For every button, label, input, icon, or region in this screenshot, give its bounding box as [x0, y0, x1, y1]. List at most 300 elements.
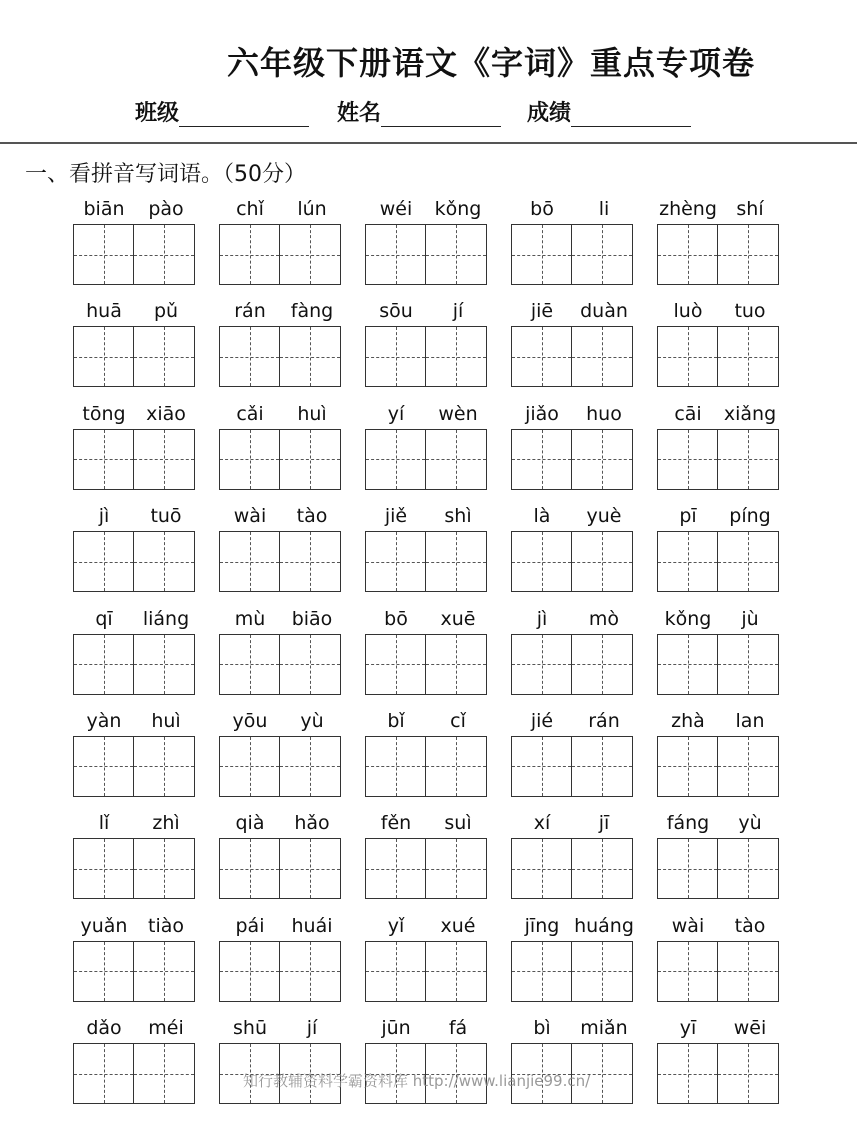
pinyin-label: [511, 401, 635, 429]
pinyin-label: [219, 708, 343, 736]
tianzige-box[interactable]: [572, 736, 633, 797]
tianzige-pair: [73, 429, 197, 490]
tianzige-box[interactable]: [426, 634, 487, 695]
pinyin-syllable: biān: [83, 198, 125, 220]
tianzige-box[interactable]: [134, 1043, 195, 1104]
pinyin-label: [73, 1015, 197, 1043]
pinyin-syllable: fáng: [666, 812, 710, 835]
pinyin-syllable: pái: [235, 914, 265, 937]
tianzige-box[interactable]: [280, 634, 341, 695]
tianzige-box[interactable]: [73, 634, 134, 695]
tianzige-pair: [511, 838, 635, 899]
tianzige-box[interactable]: [426, 736, 487, 797]
pinyin-syllable: bō: [384, 607, 408, 630]
tianzige-box[interactable]: [426, 531, 487, 592]
pinyin-label: [511, 503, 635, 531]
tianzige-pair: [365, 224, 489, 285]
pinyin-syllable: xuē: [440, 607, 476, 630]
pinyin-label: [73, 606, 197, 634]
class-field[interactable]: [179, 100, 309, 127]
pinyin-label: [73, 913, 197, 941]
pinyin-label: [365, 1015, 489, 1043]
pinyin-syllable: pǔ: [153, 300, 179, 323]
tianzige-box[interactable]: [572, 326, 633, 387]
tianzige-box[interactable]: [73, 531, 134, 592]
pinyin-syllable: méi: [148, 1017, 184, 1040]
tianzige-pair: [219, 736, 343, 797]
tianzige-box[interactable]: [365, 736, 426, 797]
tianzige-box[interactable]: [134, 429, 195, 490]
tianzige-box[interactable]: [280, 838, 341, 899]
word-item: [511, 606, 635, 695]
tianzige-pair: [219, 326, 343, 387]
pinyin-label: [365, 708, 489, 736]
tianzige-pair: [511, 326, 635, 387]
pinyin-syllable: biāo: [291, 607, 333, 630]
tianzige-box[interactable]: [572, 941, 633, 1002]
tianzige-box[interactable]: [134, 736, 195, 797]
word-item: [365, 606, 489, 695]
pinyin-label: [365, 503, 489, 531]
pinyin-syllable: zhèng: [659, 198, 717, 220]
pinyin-syllable: huā: [86, 300, 122, 323]
tianzige-pair: [73, 531, 197, 592]
word-item: [365, 810, 489, 899]
tianzige-box[interactable]: [572, 224, 633, 285]
word-item: [657, 298, 781, 387]
tianzige-box[interactable]: [280, 941, 341, 1002]
pinyin-label: [657, 606, 781, 634]
class-label: 班级: [135, 100, 180, 126]
tianzige-pair: [73, 838, 197, 899]
word-item: [73, 606, 197, 695]
pinyin-syllable: yī: [679, 1017, 697, 1040]
word-item: [511, 196, 635, 285]
tianzige-pair: [365, 736, 489, 797]
tianzige-pair: [73, 224, 197, 285]
pinyin-syllable: qī: [95, 607, 113, 630]
tianzige-box[interactable]: [572, 634, 633, 695]
pinyin-syllable: duàn: [580, 300, 628, 323]
word-item: [365, 298, 489, 387]
tianzige-box[interactable]: [219, 941, 280, 1002]
tianzige-box[interactable]: [426, 224, 487, 285]
pinyin-label: [219, 913, 343, 941]
pinyin-syllable: liáng: [142, 607, 190, 630]
pinyin-syllable: lún: [297, 198, 327, 220]
pinyin-syllable: shí: [736, 198, 764, 220]
tianzige-box[interactable]: [73, 224, 134, 285]
pinyin-syllable: yù: [300, 709, 324, 732]
student-info-line: [135, 96, 691, 127]
tianzige-box[interactable]: [511, 941, 572, 1002]
tianzige-pair: [365, 531, 489, 592]
pinyin-syllable: xí: [533, 812, 551, 835]
pinyin-syllable: jì: [98, 505, 110, 528]
pinyin-label: [73, 708, 197, 736]
pinyin-syllable: jù: [741, 607, 759, 630]
pinyin-syllable: cǐ: [450, 709, 466, 732]
tianzige-pair: [511, 736, 635, 797]
tianzige-box[interactable]: [280, 224, 341, 285]
tianzige-pair: [219, 429, 343, 490]
pinyin-syllable: yōu: [232, 709, 268, 732]
word-item: [657, 913, 781, 1002]
tianzige-box[interactable]: [219, 634, 280, 695]
tianzige-pair: [73, 634, 197, 695]
pinyin-syllable: tōng: [82, 402, 126, 425]
pinyin-syllable: luò: [673, 300, 703, 323]
pinyin-syllable: jiǎo: [525, 402, 559, 425]
pinyin-label: [73, 401, 197, 429]
section-heading: 一、看拼音写词语。（50分）: [25, 162, 306, 187]
tianzige-box[interactable]: [572, 429, 633, 490]
word-item: [219, 606, 343, 695]
tianzige-box[interactable]: [219, 326, 280, 387]
tianzige-box[interactable]: [365, 634, 426, 695]
pinyin-label: [511, 196, 635, 224]
pinyin-label: [219, 503, 343, 531]
tianzige-box[interactable]: [657, 634, 718, 695]
pinyin-label: [365, 298, 489, 326]
tianzige-box[interactable]: [511, 326, 572, 387]
pinyin-syllable: mù: [234, 607, 266, 630]
tianzige-box[interactable]: [280, 429, 341, 490]
tianzige-box[interactable]: [572, 531, 633, 592]
pinyin-syllable: pào: [148, 198, 184, 220]
pinyin-syllable: xiāo: [146, 402, 186, 425]
tianzige-box[interactable]: [219, 224, 280, 285]
word-item: [511, 298, 635, 387]
word-item: [365, 503, 489, 592]
word-item: [657, 810, 781, 899]
tianzige-box[interactable]: [365, 224, 426, 285]
tianzige-box[interactable]: [718, 224, 779, 285]
pinyin-syllable: shū: [233, 1017, 267, 1040]
word-item: [73, 298, 197, 387]
pinyin-label: [511, 913, 635, 941]
name-label: 姓名: [337, 100, 382, 126]
pinyin-syllable: wài: [233, 505, 267, 528]
tianzige-pair: [657, 1043, 781, 1104]
tianzige-box[interactable]: [426, 326, 487, 387]
tianzige-box[interactable]: [73, 429, 134, 490]
pinyin-syllable: huo: [586, 402, 622, 425]
pinyin-syllable: huì: [151, 709, 181, 732]
pinyin-syllable: yù: [738, 812, 762, 835]
tianzige-box[interactable]: [657, 736, 718, 797]
pinyin-syllable: jīng: [524, 914, 560, 937]
pinyin-syllable: jié: [530, 709, 554, 732]
pinyin-syllable: miǎn: [580, 1017, 628, 1040]
pinyin-label: [73, 298, 197, 326]
tianzige-pair: [365, 634, 489, 695]
tianzige-pair: [73, 736, 197, 797]
tianzige-pair: [73, 1043, 197, 1104]
pinyin-syllable: fěn: [380, 812, 412, 835]
tianzige-box[interactable]: [73, 838, 134, 899]
pinyin-label: [219, 298, 343, 326]
pinyin-syllable: huì: [297, 402, 327, 425]
pinyin-syllable: xiǎng: [723, 402, 777, 425]
tianzige-box[interactable]: [365, 941, 426, 1002]
tianzige-box[interactable]: [134, 531, 195, 592]
tianzige-box[interactable]: [219, 736, 280, 797]
word-item: [365, 196, 489, 285]
tianzige-box[interactable]: [134, 224, 195, 285]
tianzige-box[interactable]: [657, 941, 718, 1002]
word-item: [73, 913, 197, 1002]
word-item: [219, 298, 343, 387]
pinyin-syllable: yǐ: [387, 914, 405, 937]
word-item: [365, 401, 489, 490]
tianzige-box[interactable]: [572, 838, 633, 899]
tianzige-box[interactable]: [511, 736, 572, 797]
word-item: [219, 401, 343, 490]
pinyin-syllable: lan: [735, 709, 765, 732]
word-item: [219, 810, 343, 899]
tianzige-pair: [73, 941, 197, 1002]
pinyin-label: [365, 606, 489, 634]
pinyin-syllable: wéi: [379, 198, 413, 220]
tianzige-box[interactable]: [365, 326, 426, 387]
tianzige-box[interactable]: [219, 429, 280, 490]
tianzige-pair: [657, 429, 781, 490]
pinyin-label: [657, 708, 781, 736]
pinyin-label: [657, 1015, 781, 1043]
pinyin-label: [511, 810, 635, 838]
watermark: 知行教辅资料学霸资料库 http://www.lianjie99.cn/: [243, 1072, 591, 1090]
word-item: [219, 196, 343, 285]
tianzige-pair: [511, 531, 635, 592]
pinyin-syllable: zhà: [671, 709, 705, 732]
word-item: [73, 708, 197, 797]
tianzige-box[interactable]: [365, 429, 426, 490]
pinyin-label: [365, 810, 489, 838]
tianzige-pair: [511, 224, 635, 285]
tianzige-pair: [657, 838, 781, 899]
pinyin-label: [511, 298, 635, 326]
tianzige-box[interactable]: [426, 429, 487, 490]
tianzige-box[interactable]: [280, 531, 341, 592]
pinyin-label: [219, 1015, 343, 1043]
tianzige-box[interactable]: [426, 838, 487, 899]
tianzige-box[interactable]: [657, 1043, 718, 1104]
pinyin-syllable: tào: [734, 914, 766, 937]
score-label: 成绩: [527, 100, 572, 126]
word-item: [657, 708, 781, 797]
tianzige-box[interactable]: [718, 531, 779, 592]
pinyin-label: [219, 401, 343, 429]
tianzige-box[interactable]: [718, 326, 779, 387]
word-item: [511, 810, 635, 899]
word-item: [73, 196, 197, 285]
pinyin-syllable: tuō: [150, 505, 182, 528]
pinyin-syllable: li: [598, 198, 610, 220]
word-item: [511, 708, 635, 797]
word-item: [511, 503, 635, 592]
pinyin-syllable: lǐ: [98, 812, 110, 835]
tianzige-box[interactable]: [657, 224, 718, 285]
tianzige-box[interactable]: [718, 838, 779, 899]
pinyin-label: [657, 503, 781, 531]
tianzige-pair: [219, 224, 343, 285]
tianzige-box[interactable]: [134, 634, 195, 695]
pinyin-syllable: bǐ: [387, 709, 405, 732]
tianzige-box[interactable]: [657, 838, 718, 899]
pinyin-label: [219, 196, 343, 224]
pinyin-syllable: kǒng: [664, 607, 712, 630]
pinyin-syllable: jì: [536, 607, 548, 630]
score-field[interactable]: [571, 100, 691, 127]
tianzige-box[interactable]: [134, 941, 195, 1002]
tianzige-box[interactable]: [718, 1043, 779, 1104]
pinyin-label: [511, 606, 635, 634]
tianzige-box[interactable]: [134, 326, 195, 387]
tianzige-pair: [657, 941, 781, 1002]
word-item: [511, 913, 635, 1002]
tianzige-pair: [511, 941, 635, 1002]
tianzige-pair: [365, 838, 489, 899]
pinyin-syllable: jiě: [384, 505, 408, 528]
pinyin-label: [657, 810, 781, 838]
pinyin-label: [657, 196, 781, 224]
pinyin-syllable: shì: [444, 505, 472, 528]
pinyin-syllable: hǎo: [294, 812, 330, 835]
tianzige-box[interactable]: [73, 736, 134, 797]
tianzige-pair: [657, 531, 781, 592]
tianzige-box[interactable]: [657, 531, 718, 592]
page-title: 六年级下册语文《字词》重点专项卷: [226, 44, 755, 82]
tianzige-box[interactable]: [426, 941, 487, 1002]
word-item: [657, 606, 781, 695]
pinyin-label: [73, 810, 197, 838]
pinyin-syllable: yuè: [586, 505, 622, 528]
pinyin-syllable: suì: [444, 812, 472, 835]
pinyin-syllable: pī: [679, 505, 697, 528]
pinyin-syllable: yuǎn: [80, 914, 128, 937]
tianzige-box[interactable]: [134, 838, 195, 899]
pinyin-syllable: yàn: [86, 709, 122, 732]
tianzige-box[interactable]: [718, 941, 779, 1002]
word-item: [219, 503, 343, 592]
tianzige-pair: [657, 326, 781, 387]
pinyin-label: [73, 503, 197, 531]
tianzige-box[interactable]: [718, 429, 779, 490]
tianzige-pair: [365, 326, 489, 387]
name-field[interactable]: [381, 100, 501, 127]
pinyin-syllable: huái: [291, 914, 333, 937]
pinyin-syllable: xué: [440, 914, 476, 937]
pinyin-syllable: píng: [729, 505, 771, 528]
pinyin-label: [511, 1015, 635, 1043]
tianzige-box[interactable]: [219, 531, 280, 592]
pinyin-syllable: rán: [588, 709, 620, 732]
pinyin-label: [657, 298, 781, 326]
tianzige-box[interactable]: [511, 634, 572, 695]
tianzige-pair: [511, 429, 635, 490]
pinyin-syllable: tuo: [734, 300, 766, 323]
tianzige-box[interactable]: [718, 736, 779, 797]
word-item: [511, 401, 635, 490]
pinyin-label: [219, 810, 343, 838]
tianzige-pair: [365, 429, 489, 490]
tianzige-box[interactable]: [657, 326, 718, 387]
word-item: [73, 503, 197, 592]
tianzige-box[interactable]: [73, 1043, 134, 1104]
tianzige-pair: [657, 224, 781, 285]
tianzige-box[interactable]: [718, 634, 779, 695]
pinyin-label: [365, 196, 489, 224]
pinyin-syllable: cǎi: [236, 402, 264, 425]
pinyin-syllable: jī: [598, 812, 610, 835]
pinyin-syllable: huáng: [574, 914, 634, 937]
pinyin-syllable: mò: [588, 607, 620, 630]
word-item: [219, 708, 343, 797]
tianzige-pair: [219, 634, 343, 695]
pinyin-syllable: bì: [533, 1017, 551, 1040]
tianzige-pair: [219, 941, 343, 1002]
tianzige-pair: [219, 531, 343, 592]
pinyin-syllable: jí: [452, 300, 464, 323]
pinyin-syllable: tiào: [148, 914, 184, 937]
pinyin-syllable: qià: [235, 812, 265, 835]
word-item: [73, 1015, 197, 1104]
pinyin-syllable: zhì: [152, 812, 180, 835]
tianzige-box[interactable]: [657, 429, 718, 490]
pinyin-syllable: wài: [671, 914, 705, 937]
tianzige-pair: [365, 941, 489, 1002]
tianzige-box[interactable]: [280, 326, 341, 387]
pinyin-syllable: tào: [296, 505, 328, 528]
pinyin-syllable: kǒng: [434, 198, 482, 220]
pinyin-syllable: bō: [530, 198, 554, 220]
tianzige-box[interactable]: [365, 838, 426, 899]
pinyin-syllable: là: [533, 505, 551, 528]
tianzige-box[interactable]: [73, 941, 134, 1002]
pinyin-syllable: rán: [234, 300, 266, 323]
tianzige-box[interactable]: [511, 429, 572, 490]
word-item: [73, 401, 197, 490]
word-item: [365, 913, 489, 1002]
pinyin-label: [511, 708, 635, 736]
pinyin-syllable: jūn: [381, 1017, 411, 1040]
pinyin-label: [365, 913, 489, 941]
tianzige-box[interactable]: [511, 838, 572, 899]
tianzige-box[interactable]: [365, 531, 426, 592]
pinyin-label: [219, 606, 343, 634]
pinyin-syllable: jiē: [530, 300, 554, 323]
tianzige-box[interactable]: [219, 838, 280, 899]
pinyin-label: [657, 401, 781, 429]
pinyin-syllable: sōu: [379, 300, 413, 323]
tianzige-pair: [657, 736, 781, 797]
word-item: [73, 810, 197, 899]
tianzige-pair: [657, 634, 781, 695]
word-item: [365, 708, 489, 797]
word-item: [657, 1015, 781, 1104]
tianzige-box[interactable]: [511, 531, 572, 592]
word-item: [657, 503, 781, 592]
pinyin-label: [73, 196, 197, 224]
pinyin-syllable: chǐ: [236, 198, 264, 220]
pinyin-syllable: jí: [306, 1017, 318, 1040]
pinyin-label: [657, 913, 781, 941]
tianzige-pair: [511, 634, 635, 695]
tianzige-box[interactable]: [73, 326, 134, 387]
tianzige-box[interactable]: [511, 224, 572, 285]
tianzige-box[interactable]: [280, 736, 341, 797]
